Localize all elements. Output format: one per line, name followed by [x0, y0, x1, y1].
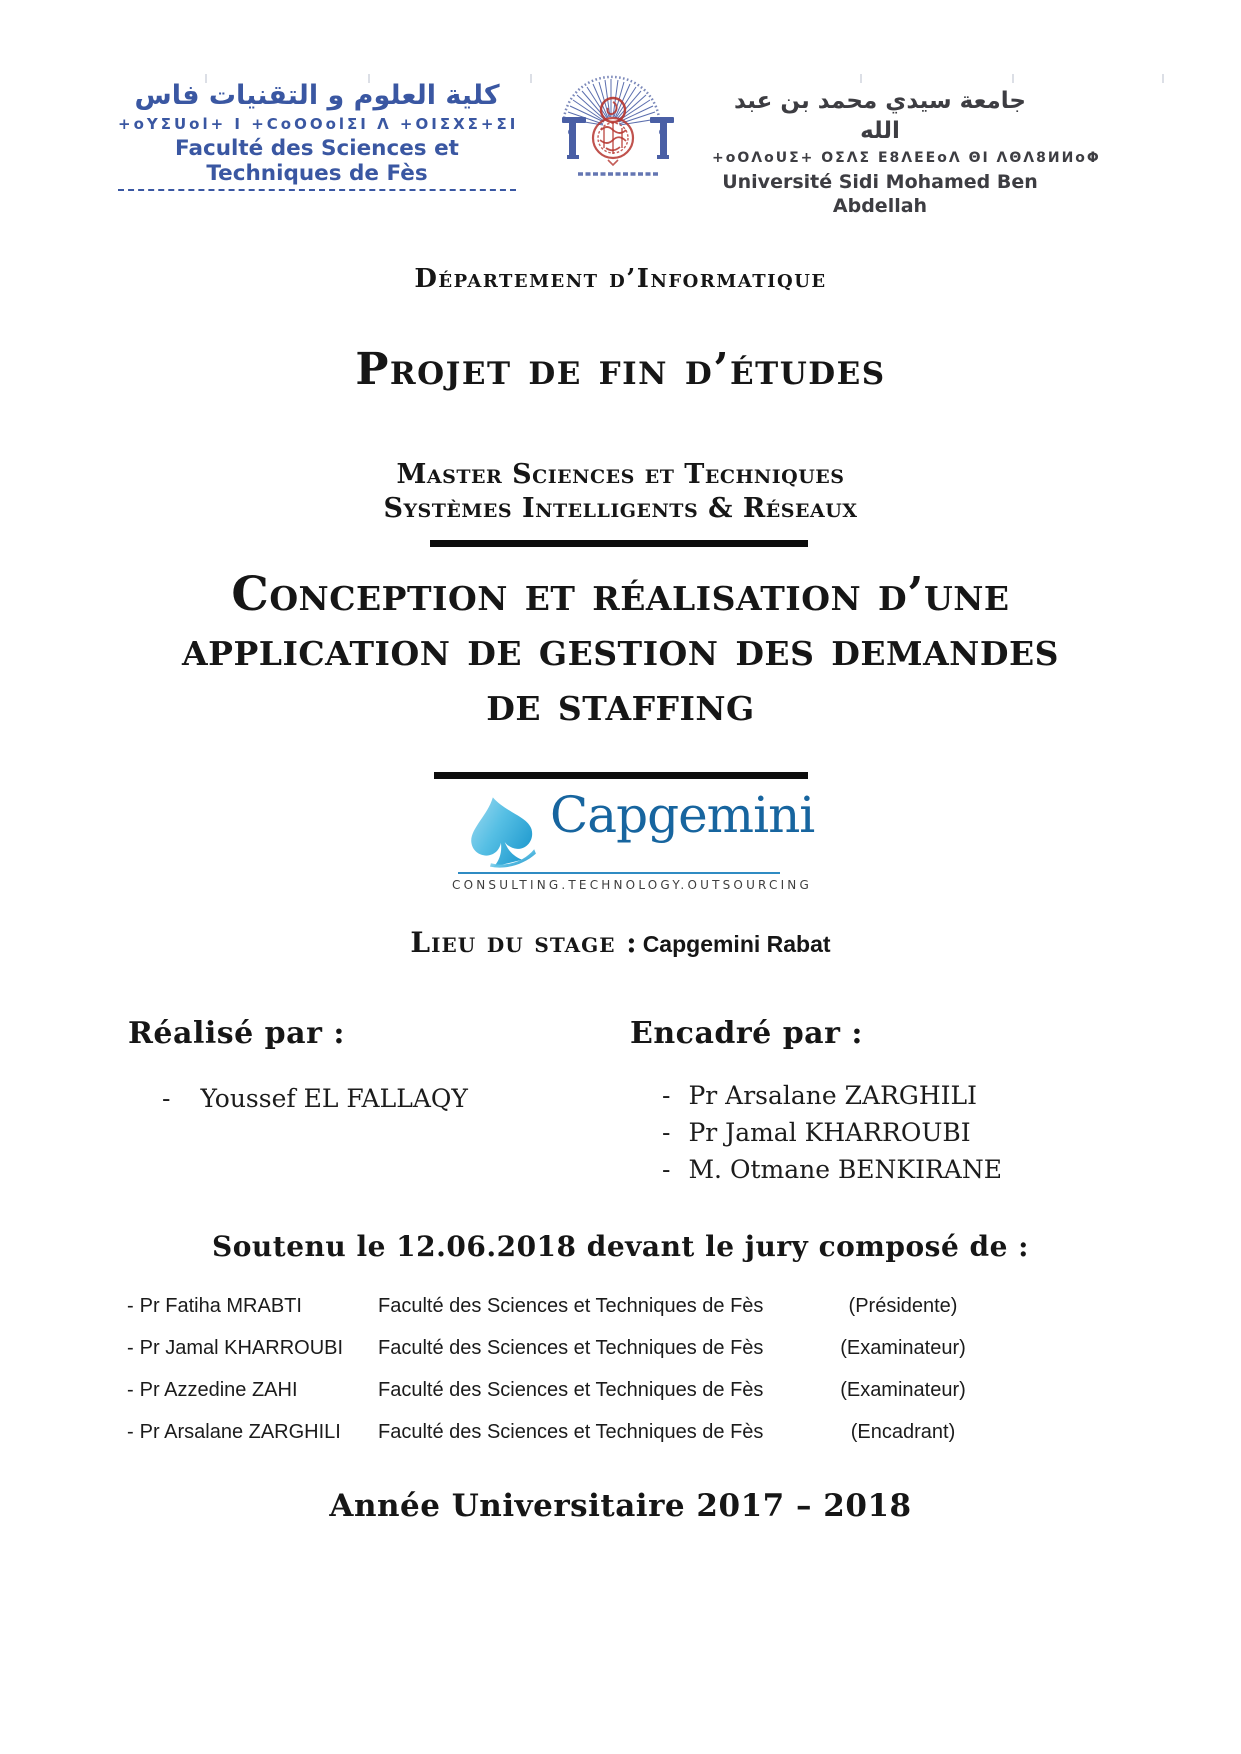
list-dash: -	[127, 1295, 134, 1317]
divider-rule-top	[430, 540, 808, 547]
internship-place-line	[0, 926, 1241, 959]
jury-member-role: (Examinateur)	[840, 1379, 966, 1401]
jury-member-name: - Pr Fatiha MRABTI	[127, 1295, 302, 1317]
faculty-name-french: Faculté des Sciences et Techniques de Fès	[118, 136, 516, 191]
list-dash: -	[662, 1118, 671, 1147]
thesis-title	[0, 567, 1241, 732]
jury-member-name: - Pr Azzedine ZAHI	[127, 1379, 298, 1401]
author-name: Youssef EL FALLAQY	[200, 1084, 468, 1113]
faculty-name-arabic: كلية العلوم و التقنيات فاس	[134, 80, 500, 111]
university-name-tifinagh: +oOΛoUΣ+ OΣΛΣ E8ΛEEoΛ ΘI ΛΘΛ8ИИoΦ	[712, 150, 1101, 166]
university-seal-icon	[556, 62, 680, 188]
thesis-title-line-1: Conception et réalisation d’une	[231, 567, 1010, 622]
jury-member-affiliation: Faculté des Sciences et Techniques de Fès	[378, 1421, 764, 1443]
jury-member-affiliation: Faculté des Sciences et Techniques de Fès	[378, 1379, 764, 1401]
jury-member-affiliation: Faculté des Sciences et Techniques de Fès	[378, 1337, 764, 1359]
jury-row	[127, 1295, 1027, 1337]
supervisor-item	[662, 1118, 971, 1147]
master-line-2: Systèmes Intelligents & Réseaux	[383, 493, 858, 524]
list-dash: -	[127, 1421, 134, 1443]
divider-rule-bottom	[434, 772, 808, 779]
thesis-title-line-3: de staffing	[486, 677, 755, 732]
capgemini-tagline: CONSULTING.TECHNOLOGY.OUTSOURCING	[452, 878, 812, 892]
defense-intro: Soutenu le 12.06.2018 devant le jury composé de :	[212, 1230, 1029, 1263]
document-type-title: Projet de fin d’études	[355, 344, 886, 395]
jury-member-role: (Examinateur)	[840, 1337, 966, 1359]
supervisor-item	[662, 1081, 977, 1110]
list-dash: -	[127, 1379, 134, 1401]
capgemini-rule	[458, 872, 780, 874]
list-dash: -	[127, 1337, 134, 1359]
capgemini-spade-icon	[452, 792, 548, 870]
thesis-title-line-2: application de gestion des demandes	[182, 622, 1059, 677]
jury-row	[127, 1379, 1027, 1421]
faculty-name-tifinagh: +oYΣUol+ I +CoOOolΣI Λ +OIΣXΣ+ΣI	[118, 115, 519, 133]
university-name-arabic: جامعة سيدي محمد بن عبد الله	[733, 88, 1027, 144]
master-line-1: Master Sciences et Techniques	[396, 459, 845, 490]
supervisor-name: Pr Arsalane ZARGHILI	[688, 1081, 978, 1110]
author-section-label: Réalisé par :	[128, 1016, 345, 1051]
list-dash: -	[162, 1084, 171, 1113]
supervisor-name: M. Otmane BENKIRANE	[688, 1155, 1002, 1184]
jury-member-affiliation: Faculté des Sciences et Techniques de Fès	[378, 1295, 764, 1317]
jury-table	[127, 1295, 1027, 1463]
jury-row	[127, 1337, 1027, 1379]
supervisor-item	[662, 1155, 1002, 1184]
supervisor-section-label: Encadré par :	[630, 1016, 863, 1051]
internship-place-label: Lieu du stage :	[410, 926, 638, 959]
capgemini-logo	[452, 786, 815, 900]
list-dash: -	[662, 1081, 671, 1110]
jury-member-role: (Présidente)	[848, 1295, 958, 1317]
jury-member-role: (Encadrant)	[850, 1421, 956, 1443]
list-dash: -	[662, 1155, 671, 1184]
jury-member-name: - Pr Arsalane ZARGHILI	[127, 1421, 341, 1443]
faculty-header-block	[118, 80, 519, 191]
department-title: Département d’Informatique	[414, 264, 827, 294]
author-item	[162, 1084, 468, 1113]
capgemini-wordmark: Capgemini	[550, 786, 815, 844]
university-header-block	[712, 86, 1101, 218]
academic-year: Année Universitaire 2017 – 2018	[329, 1488, 912, 1524]
jury-member-name: - Pr Jamal KHARROUBI	[127, 1337, 344, 1359]
internship-place-value: Capgemini Rabat	[642, 931, 831, 957]
master-program	[0, 458, 1241, 526]
jury-row	[127, 1421, 1027, 1463]
university-name-french: Université Sidi Mohamed Ben Abdellah	[722, 171, 1038, 217]
supervisor-name: Pr Jamal KHARROUBI	[688, 1118, 971, 1147]
